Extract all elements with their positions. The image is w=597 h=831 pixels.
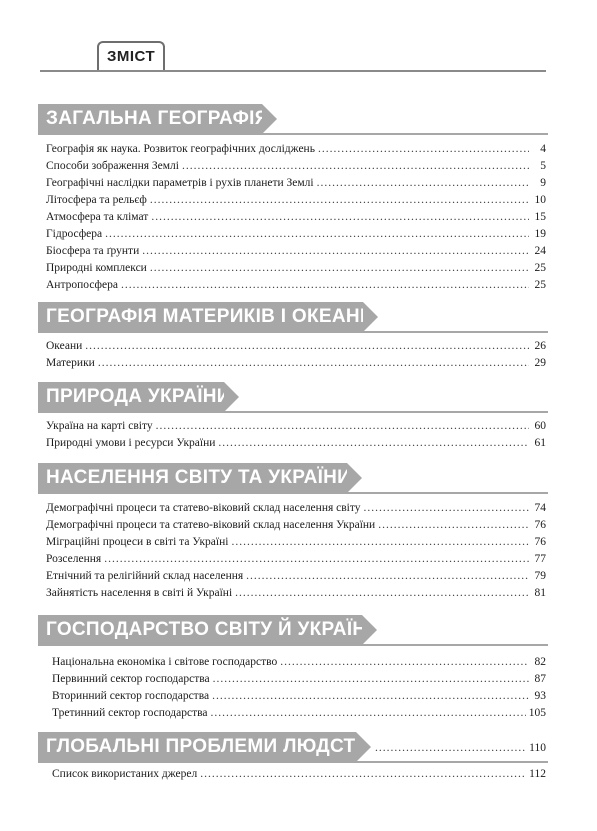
toc-entry[interactable] — [46, 141, 546, 157]
toc-entry-title: Біосфера та ґрунти — [46, 245, 140, 257]
toc-entry-title: Демографічні процеси та статево-віковий склад населення України — [46, 519, 376, 531]
dot-leader — [156, 418, 529, 434]
section-divider — [38, 644, 548, 646]
dot-leader — [375, 740, 526, 756]
toc-entry[interactable] — [46, 260, 546, 276]
toc-entry-page: 93 — [534, 690, 546, 702]
toc-entry-title: Первинний сектор господарства — [52, 673, 210, 685]
toc-entry-page: 10 — [534, 194, 546, 206]
dot-leader — [150, 260, 529, 276]
toc-entry-title: Природні умови і ресурси України — [46, 437, 216, 449]
toc-entry-title: Літосфера та рельєф — [46, 194, 147, 206]
toc-entry-title: Гідросфера — [46, 228, 103, 240]
toc-entry[interactable] — [46, 551, 546, 567]
toc-entry-title: Демографічні процеси та статево-віковий склад населення світу — [46, 502, 361, 514]
toc-entry-title: Антропосфера — [46, 279, 118, 291]
toc-entry-page: 105 — [528, 707, 546, 719]
section-divider — [38, 761, 548, 763]
toc-entry-page: 19 — [534, 228, 546, 240]
section-banner-economy[interactable]: ГОСПОДАРСТВО СВІТУ Й УКРАЇНИ — [38, 615, 362, 645]
dot-leader — [231, 534, 529, 550]
section-divider — [38, 331, 548, 333]
toc-entry[interactable] — [46, 243, 546, 259]
toc-entry[interactable] — [52, 705, 546, 721]
dot-leader — [378, 517, 529, 533]
toc-entry[interactable] — [46, 534, 546, 550]
dot-leader — [211, 705, 526, 721]
toc-entry-page: 61 — [534, 437, 546, 449]
toc-entry-page: 25 — [534, 262, 546, 274]
section-banner-population[interactable]: НАСЕЛЕННЯ СВІТУ ТА УКРАЇНИ — [38, 463, 347, 493]
toc-entry-page: 4 — [540, 143, 546, 155]
section-banner-global-problems[interactable]: ГЛОБАЛЬНІ ПРОБЛЕМИ ЛЮДСТВА — [38, 732, 356, 762]
toc-entry-page: 26 — [534, 340, 546, 352]
toc-entry-title: Міграційні процеси в світі та Україні — [46, 536, 229, 548]
toc-entry[interactable] — [46, 435, 546, 451]
toc-entry[interactable] — [46, 338, 546, 354]
toc-entry-title: Способи зображення Землі — [46, 160, 179, 172]
dot-leader — [317, 175, 529, 191]
toc-entry[interactable] — [46, 568, 546, 584]
dot-leader — [235, 585, 529, 601]
toc-entry[interactable] — [46, 192, 546, 208]
toc-entry[interactable] — [52, 766, 546, 782]
toc-title-rule — [40, 70, 546, 72]
toc-entry-page: 29 — [534, 357, 546, 369]
toc-entry[interactable] — [46, 585, 546, 601]
toc-entry-page: 87 — [534, 673, 546, 685]
toc-entry-page: 76 — [534, 536, 546, 548]
toc-entry-title: Океани — [46, 340, 83, 352]
toc-entry-title: Третинний сектор господарства — [52, 707, 208, 719]
dot-leader — [182, 158, 529, 174]
toc-entry-title: Розселення — [46, 553, 102, 565]
dot-leader — [85, 338, 529, 354]
toc-entry-title: Географія як наука. Розвиток географічних досліджень — [46, 143, 315, 155]
dot-leader — [318, 141, 529, 157]
dot-leader — [151, 209, 529, 225]
section-banner-general-geography[interactable]: ЗАГАЛЬНА ГЕОГРАФІЯ — [38, 104, 262, 134]
toc-entry-title: Атмосфера та клімат — [46, 211, 149, 223]
toc-entry[interactable] — [46, 500, 546, 516]
toc-entry-title: Етнічний та релігійний склад населення — [46, 570, 244, 582]
toc-entry-page: 5 — [540, 160, 546, 172]
toc-entry[interactable] — [52, 671, 546, 687]
toc-entry[interactable] — [46, 209, 546, 225]
toc-entry-title: Географічні наслідки параметрів і рухів планети Землі — [46, 177, 314, 189]
toc-entry-page: 24 — [534, 245, 546, 257]
toc-entry-page: 110 — [529, 742, 546, 754]
toc-entry-title: Україна на карті світу — [46, 420, 153, 432]
dot-leader — [104, 551, 529, 567]
section-banner-nature-ukraine[interactable]: ПРИРОДА УКРАЇНИ — [38, 382, 224, 412]
dot-leader — [246, 568, 529, 584]
toc-entry[interactable] — [46, 355, 546, 371]
dot-leader — [213, 671, 529, 687]
toc-entry-page: 25 — [534, 279, 546, 291]
toc-entry-title: Зайнятість населення в світі й Україні — [46, 587, 233, 599]
dot-leader — [200, 766, 526, 782]
dot-leader — [121, 277, 529, 293]
dot-leader — [142, 243, 529, 259]
toc-entry[interactable] — [46, 517, 546, 533]
toc-entry[interactable] — [52, 654, 546, 670]
toc-entry-page: 77 — [534, 553, 546, 565]
toc-entry-page: 74 — [534, 502, 546, 514]
toc-title: ЗМІСТ — [97, 41, 165, 71]
section-divider — [38, 411, 548, 413]
toc-entry[interactable] — [46, 175, 546, 191]
toc-entry[interactable] — [46, 418, 546, 434]
toc-entry-page: 79 — [534, 570, 546, 582]
toc-entry-page: 112 — [529, 768, 546, 780]
toc-entry-page: 81 — [534, 587, 546, 599]
toc-entry-title: Вторинний сектор господарства — [52, 690, 210, 702]
section-page-entry[interactable] — [375, 740, 546, 756]
section-divider — [38, 133, 548, 135]
toc-entry-title: Природні комплекси — [46, 262, 147, 274]
dot-leader — [218, 435, 529, 451]
toc-entry-title: Список використаних джерел — [52, 768, 198, 780]
toc-entry[interactable] — [46, 277, 546, 293]
section-banner-continents-oceans[interactable]: ГЕОГРАФІЯ МАТЕРИКІВ І ОКЕАНІВ — [38, 302, 363, 332]
toc-entry[interactable] — [52, 688, 546, 704]
toc-entry[interactable] — [46, 158, 546, 174]
toc-entry-page: 9 — [540, 177, 546, 189]
dot-leader — [364, 500, 530, 516]
toc-entry-page: 60 — [534, 420, 546, 432]
toc-entry[interactable] — [46, 226, 546, 242]
dot-leader — [212, 688, 529, 704]
toc-entry-page: 76 — [534, 519, 546, 531]
toc-entry-title: Національна економіка і світове господарство — [52, 656, 278, 668]
toc-entry-title: Материки — [46, 357, 95, 369]
section-divider — [38, 492, 548, 494]
dot-leader — [105, 226, 529, 242]
toc-entry-page: 82 — [534, 656, 546, 668]
dot-leader — [98, 355, 529, 371]
toc-entry-page: 15 — [534, 211, 546, 223]
dot-leader — [280, 654, 529, 670]
dot-leader — [150, 192, 529, 208]
